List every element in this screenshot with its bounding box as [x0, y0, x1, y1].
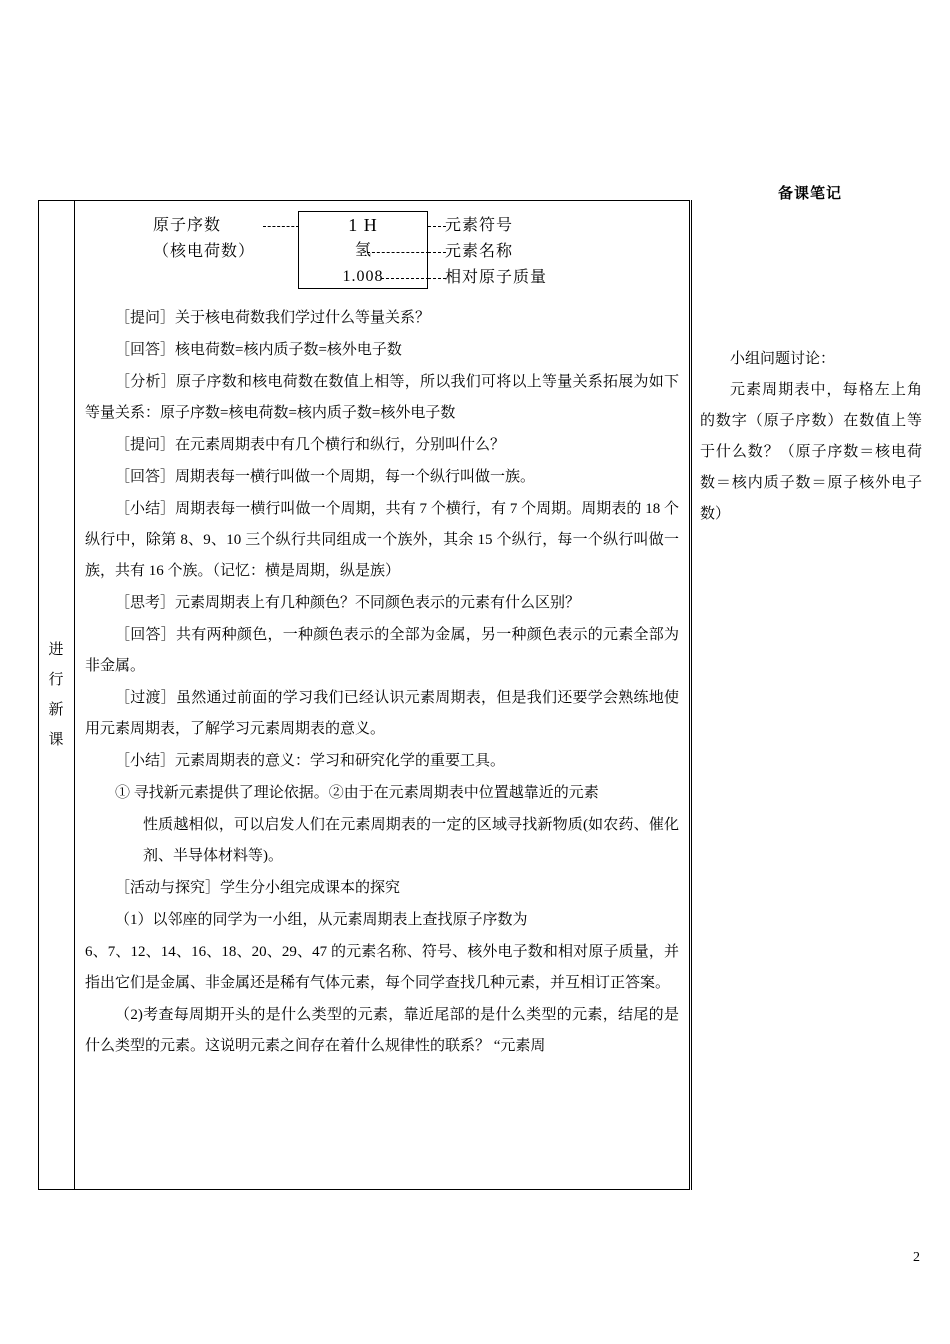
periodic-table-cell	[298, 211, 428, 289]
paragraph-summary-2: ［小结］元素周期表的意义：学习和研究化学的重要工具。	[115, 753, 506, 769]
paragraph-question-2: ［提问］在元素周期表中有几个横行和纵行，分别叫什么？	[115, 437, 506, 453]
paragraph-list-item-1: ① 寻找新元素提供了理论依据。②由于在元素周期表中位置越靠近的元素	[115, 785, 599, 801]
leader-line-2	[428, 226, 446, 227]
paragraph-answer-2: ［回答］周期表每一横行叫做一个周期，每一个纵行叫做一族。	[115, 469, 536, 485]
label-nuclear-charge: （核电荷数）	[153, 243, 256, 260]
label-element-symbol: 元素符号	[445, 217, 514, 234]
paragraph-summary-1: ［小结］周期表每一横行叫做一个周期，共有 7 个横行，有 7 个周期。周期表的 18 个纵行中，除第 8、9、10 三个纵行共同组成一个族外，其余 15 个纵行，每一个纵行叫做一族，共有 16 个族。（记忆：横是周期，纵是族）	[85, 501, 679, 579]
column-divider	[691, 200, 692, 1190]
page-number: 2	[913, 1250, 920, 1265]
element-relative-mass: 1.008	[342, 268, 384, 285]
row-label-text: 进 行 新 课	[48, 642, 65, 748]
notes-column-header: 备课笔记	[777, 186, 842, 202]
diagram-left-labels	[153, 213, 255, 265]
paragraph-task-2: （2)考查每周期开头的是什么类型的元素，靠近尾部的是什么类型的元素，结尾的是什么类型的元素。这说明元素之间存在着什么规律性的联系？ “元素周	[85, 1007, 679, 1054]
lesson-plan-table	[38, 200, 690, 1190]
paragraph-think: ［思考］元素周期表上有几种颜色？不同颜色表示的元素有什么区别？	[115, 595, 581, 611]
element-box-diagram	[85, 211, 679, 297]
label-relative-atomic-mass: 相对原子质量	[445, 269, 548, 286]
leader-line-4	[428, 252, 446, 253]
leader-line-1	[263, 226, 299, 227]
paragraph-task-1: （1）以邻座的同学为一小组，从元素周期表上查找原子序数为	[115, 912, 528, 928]
paragraph-answer-1: ［回答］核电荷数=核内质子数=核外电子数	[115, 342, 402, 358]
paragraph-transition: ［过渡］虽然通过前面的学习我们已经认识元素周期表，但是我们还要学会熟练地使用元素周期表，了解学习元素周期表的意义。	[85, 690, 679, 737]
paragraph-list-item-1-cont: 性质越相似，可以启发人们在元素周期表的一定的区域寻找新物质(如农药、催化剂、半导体材料等)。	[143, 817, 679, 864]
notes-line-2: 元素周期表中，每格左上角的数字（原子序数）在数值上等于什么数？（原子序数＝核电荷数＝核内质子数＝原子核外电子数）	[700, 382, 922, 522]
element-symbol: 1 H	[348, 215, 378, 235]
notes-line-1: 小组问题讨论：	[730, 351, 836, 367]
table-content-cell	[75, 201, 689, 1189]
paragraph-task-1-cont: 6、7、12、14、16、18、20、29、47 的元素名称、符号、核外电子数和相对原子质量，并指出它们是金属、非金属还是稀有气体元素，每个同学查找几种元素，并互相订正答案。	[85, 944, 679, 991]
paragraph-answer-3: ［回答］共有两种颜色，一种颜色表示的全部为金属，另一种颜色表示的元素全部为非金属。	[85, 627, 679, 674]
label-element-name: 元素名称	[445, 243, 514, 260]
table-row-label-cell	[39, 201, 75, 1189]
leader-line-6	[428, 278, 446, 279]
diagram-right-labels	[445, 213, 547, 291]
element-name: 氢	[354, 242, 371, 259]
paragraph-analysis: ［分析］原子序数和核电荷数在数值上相等，所以我们可将以上等量关系拓展为如下等量关系：原子序数=核电荷数=核内质子数=核外电子数	[85, 374, 679, 421]
paragraph-activity: ［活动与探究］学生分小组完成课本的探究	[115, 880, 401, 896]
label-atomic-number: 原子序数	[153, 217, 222, 234]
notes-column	[700, 200, 922, 530]
paragraph-question-1: ［提问］关于核电荷数我们学过什么等量关系？	[115, 310, 431, 326]
